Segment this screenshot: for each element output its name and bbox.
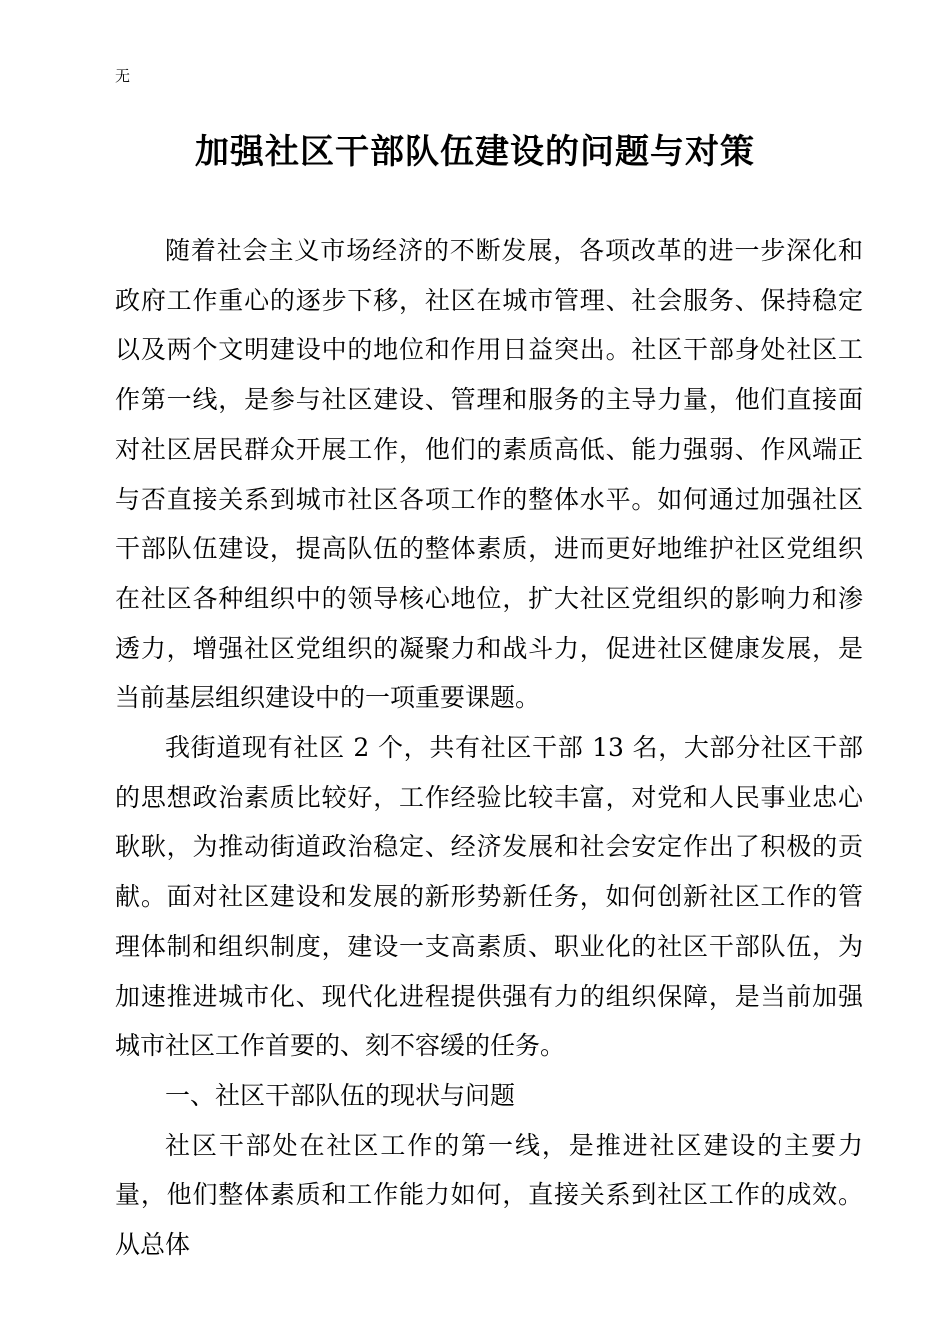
paragraph: 社区干部处在社区工作的第一线，是推进社区建设的主要力量，他们整体素质和工作能力如何，直接关系到社区工作的成效。从总体: [115, 1130, 863, 1260]
document-body: [115, 226, 863, 1270]
paragraph: 我街道现有社区 2 个，共有社区干部 13 名，大部分社区干部的思想政治素质比较好，工作经验比较丰富，对党和人民事业忠心耿耿，为推动街道政治稳定、经济发展和社会安定作出了积极的贡献。面对社区建设和发展的新形势新任务，如何创新社区工作的管理体制和组织制度，建设一支高素质、职业化的社区干部队伍，为加速推进城市化、现代化进程提供强有力的组织保障，是当前加强城市社区工作首要的、刻不容缓的任务。: [115, 733, 863, 1061]
document-title: 加强社区干部队伍建设的问题与对策: [195, 132, 755, 172]
paragraph: 随着社会主义市场经济的不断发展，各项改革的进一步深化和政府工作重心的逐步下移，社区在城市管理、社会服务、保持稳定以及两个文明建设中的地位和作用日益突出。社区干部身处社区工作第一线，是参与社区建设、管理和服务的主导力量，他们直接面对社区居民群众开展工作，他们的素质高低、能力强弱、作风端正与否直接关系到城市社区各项工作的整体水平。如何通过加强社区干部队伍建设，提高队伍的整体素质，进而更好地维护社区党组织在社区各种组织中的领导核心地位，扩大社区党组织的影响力和渗透力，增强社区党组织的凝聚力和战斗力，促进社区健康发展，是当前基层组织建设中的一项重要课题。: [115, 236, 863, 713]
section-heading: 一、社区干部队伍的现状与问题: [165, 1080, 516, 1110]
header-mark: 无: [115, 67, 131, 85]
